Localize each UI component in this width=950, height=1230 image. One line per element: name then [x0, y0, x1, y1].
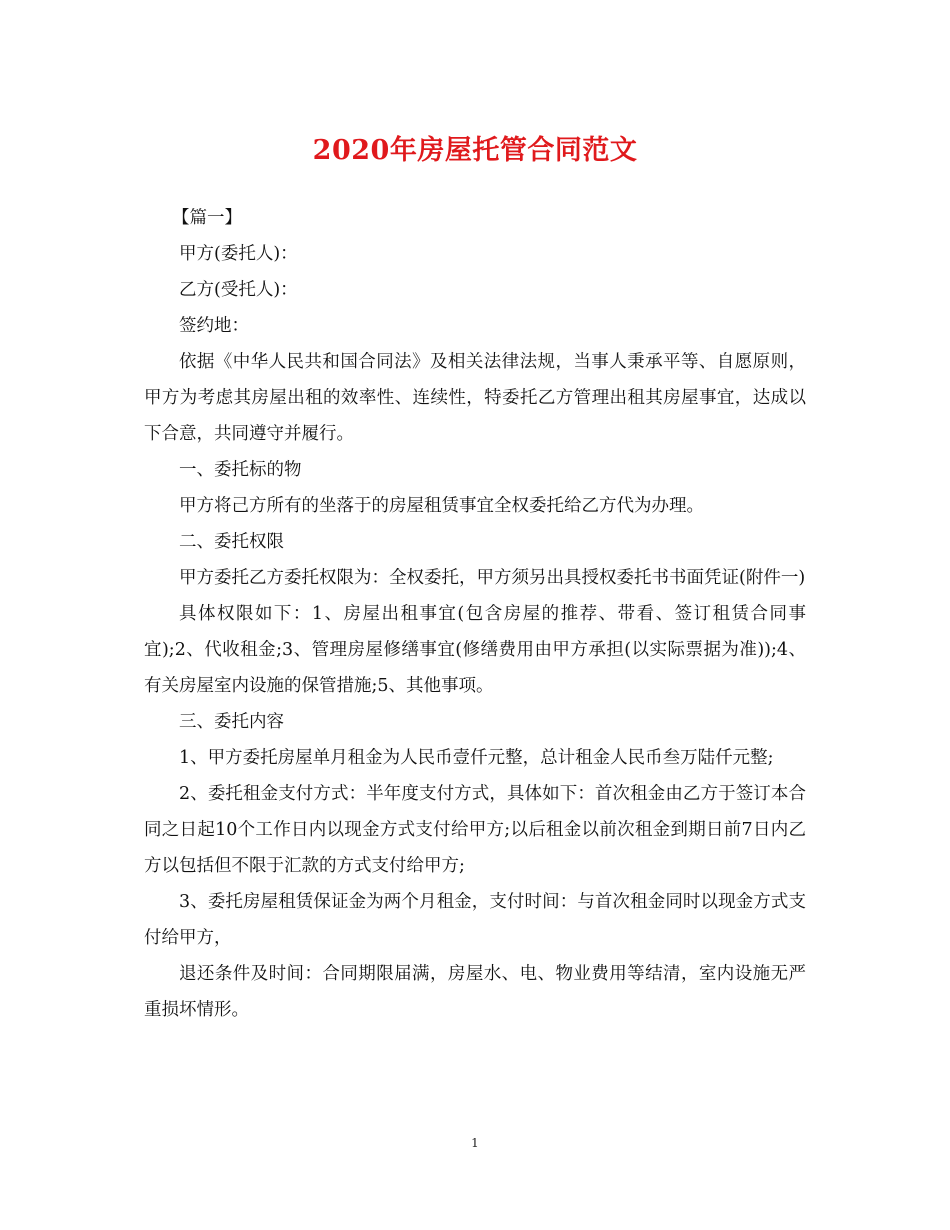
document-body [144, 200, 806, 1028]
section-3-item-2: 2、委托租金支付方式：半年度支付方式，具体如下：首次租金由乙方于签订本合同之日起10个工作日内以现金方式支付给甲方;以后租金以前次租金到期日前7日内乙方以包括但不限于汇款的方式支付给甲方; [144, 784, 806, 876]
section-2-paragraph-2: 具体权限如下：1、房屋出租事宜(包含房屋的推荐、带看、签订租赁合同事宜);2、代收租金;3、管理房屋修缮事宜(修缮费用由甲方承担(以实际票据为准));4、有关房屋室内设施的保管措施;5、其他事项。 [144, 604, 806, 696]
party-b-line: 乙方(受托人)： [179, 280, 298, 300]
section-3-item-3: 3、委托房屋租赁保证金为两个月租金，支付时间：与首次租金同时以现金方式支付给甲方， [144, 892, 806, 948]
section-marker: 【篇一】 [172, 208, 242, 228]
section-heading-2: 二、委托权限 [179, 532, 284, 552]
document-title: 2020年房屋托管合同范文 [312, 135, 638, 166]
section-heading-1: 一、委托标的物 [179, 460, 302, 480]
section-heading-3: 三、委托内容 [179, 712, 284, 732]
party-a-line: 甲方(委托人)： [179, 244, 298, 264]
section-2-paragraph-1: 甲方委托乙方委托权限为：全权委托，甲方须另出具授权委托书书面凭证(附件一) [179, 568, 806, 588]
refund-conditions-paragraph: 退还条件及时间：合同期限届满，房屋水、电、物业费用等结清，室内设施无严重损坏情形。 [144, 964, 806, 1020]
section-1-paragraph: 甲方将己方所有的坐落于的房屋租赁事宜全权委托给乙方代为办理。 [179, 496, 704, 516]
signing-place-line: 签约地： [179, 316, 249, 336]
page-number: 1 [471, 1136, 479, 1150]
preamble-paragraph: 依据《中华人民共和国合同法》及相关法律法规，当事人秉承平等、自愿原则，甲方为考虑其房屋出租的效率性、连续性，特委托乙方管理出租其房屋事宜，达成以下合意，共同遵守并履行。 [144, 352, 806, 444]
section-3-item-1: 1、甲方委托房屋单月租金为人民币壹仟元整，总计租金人民币叁万陆仟元整; [179, 748, 774, 768]
